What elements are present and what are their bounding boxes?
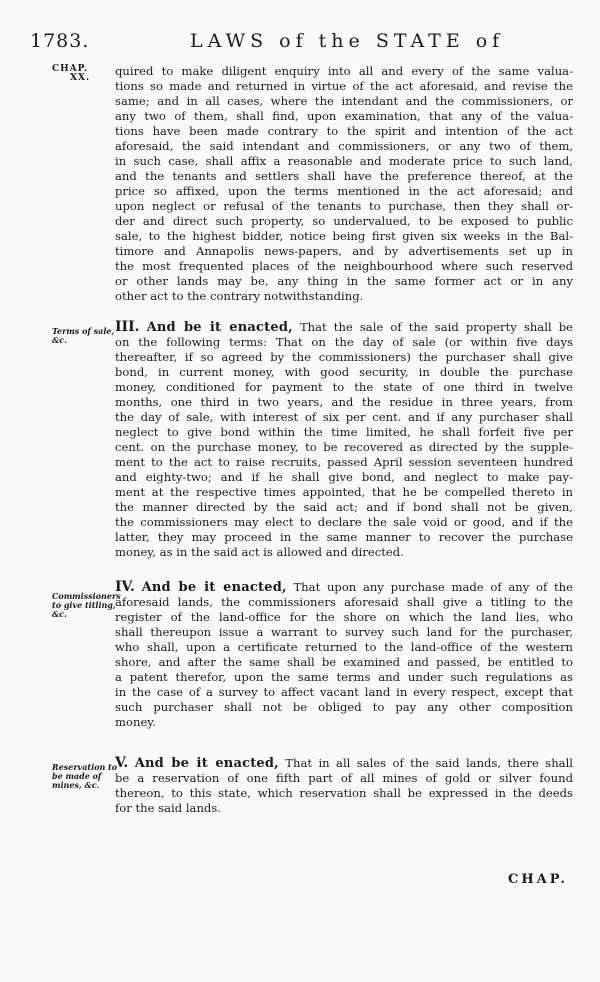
- section-4-line: in the case of a survey to affect vacant land in every respect, except that: [115, 685, 573, 699]
- intro-line: and the tenants and settlers shall have the preference thereof, at the: [115, 169, 573, 183]
- margin-note-reservation-mines: Reservation to be made of mines, &c.: [52, 762, 118, 790]
- section-3-line: bond, in current money, with good security, in double the purchase: [115, 365, 573, 379]
- intro-line: tions have been made contrary to the spirit and intention of the act: [115, 124, 573, 138]
- intro-line: price so affixed, upon the terms mentioned in the act aforesaid; and: [115, 184, 573, 198]
- intro-line: in such case, shall affix a reasonable and moderate price to such land,: [115, 154, 573, 168]
- intro-line: other act to the contrary notwithstanding.: [115, 289, 364, 303]
- intro-line: sale, to the highest bidder, notice being first given six weeks in the Bal-: [115, 229, 573, 243]
- section-4-line: register of the land-office for the shore on which the land lies, who: [115, 610, 573, 624]
- section-3-line: latter, they may proceed in the same manner to recover the purchase: [115, 530, 573, 544]
- section-4-first-line-text: That upon any purchase made of any of the: [293, 580, 573, 594]
- section-4-line: such purchaser shall not be obliged to pay any other composition: [115, 700, 573, 714]
- section-4: [115, 580, 573, 730]
- section-3-line: money, as in the said act is allowed and directed.: [115, 545, 404, 559]
- section-3-line: the commissioners may elect to declare the sale void or good, and if the: [115, 515, 573, 529]
- section-4-number: IV.: [115, 580, 135, 595]
- section-5-number: V.: [115, 756, 129, 771]
- section-4-line: a patent therefor, upon the same terms and under such regulations as: [115, 670, 573, 684]
- section-3-line: cent. on the purchase money, to be recovered as directed by the supple-: [115, 440, 573, 454]
- section-5-first-line: [115, 756, 573, 771]
- section-5-enacting-clause: And be it enacted,: [134, 756, 279, 771]
- margin-note-commissioners-titling: Commissioners to give titling, &c.: [52, 591, 121, 619]
- running-title: LAWS of the STATE of: [190, 30, 505, 52]
- intro-line: or other lands may be, any thing in the same former act or in any: [115, 274, 573, 288]
- section-3-line: and eighty-two; and if he shall give bond, and neglect to make pay-: [115, 470, 573, 484]
- section-3-enacting-clause: And be it enacted,: [146, 320, 293, 335]
- paragraph-intro: [115, 64, 573, 304]
- section-3-line: money, conditioned for payment to the state of one third in twelve: [115, 380, 573, 394]
- section-3-number: III.: [115, 320, 140, 335]
- intro-line: upon neglect or refusal of the tenants to purchase, then they shall or-: [115, 199, 573, 213]
- catchword: CHAP.: [508, 872, 568, 887]
- intro-line: der and direct such property, so undervalued, to be exposed to public: [115, 214, 573, 228]
- page-year: 1783.: [30, 30, 90, 52]
- section-3-first-line-text: That the sale of the said property shall be: [299, 320, 573, 334]
- section-4-line: shall thereupon issue a warrant to survey such land for the purchaser,: [115, 625, 573, 639]
- section-3-line: the manner directed by the said act; and if bond shall not be given,: [115, 500, 573, 514]
- margin-note-terms-of-sale: Terms of sale, &c.: [52, 326, 115, 345]
- section-3-line: ment to the act to raise recruits, passed April session seventeen hundred: [115, 455, 573, 469]
- section-4-first-line: [115, 580, 573, 595]
- section-5: [115, 756, 573, 816]
- intro-line: tions so made and returned in virtue of the act aforesaid, and revise the: [115, 79, 573, 93]
- section-3-line: thereafter, if so agreed by the commissioners) the purchaser shall give: [115, 350, 573, 364]
- section-5-line: be a reservation of one fifth part of all mines of gold or silver found: [115, 771, 573, 785]
- section-3: [115, 320, 573, 560]
- intro-line: the most frequented places of the neighbourhood where such reserved: [115, 259, 573, 273]
- intro-line: any two of them, shall find, upon examination, that any of the valua-: [115, 109, 573, 123]
- section-3-line: the day of sale, with interest of six per cent. and if any purchaser shall: [115, 410, 573, 424]
- chapter-margin-note: [52, 65, 118, 83]
- chapter-number: XX.: [70, 73, 91, 83]
- section-5-line: for the said lands.: [115, 801, 221, 815]
- section-4-line: money.: [115, 715, 156, 729]
- section-4-enacting-clause: And be it enacted,: [141, 580, 287, 595]
- intro-line: aforesaid, the said intendant and commissioners, or any two of them,: [115, 139, 573, 153]
- chapter-label: CHAP.: [52, 64, 89, 74]
- section-4-line: shore, and after the same shall be examined and passed, be entitled to: [115, 655, 573, 669]
- section-3-line: months, one third in two years, and the residue in three years, from: [115, 395, 573, 409]
- section-4-line: aforesaid lands, the commissioners aforesaid shall give a titling to the: [115, 595, 573, 609]
- section-3-first-line: [115, 320, 573, 335]
- intro-line: quired to make diligent enquiry into all and every of the same valua-: [115, 64, 573, 78]
- intro-line: timore and Annapolis news-papers, and by advertisements set up in: [115, 244, 573, 258]
- section-5-first-line-text: That in all sales of the said lands, there shall: [285, 756, 573, 770]
- section-3-line: ment at the respective times appointed, that he be compelled thereto in: [115, 485, 573, 499]
- intro-line: same; and in all cases, where the intendant and the commissioners, or: [115, 94, 573, 108]
- section-4-line: who shall, upon a certificate returned to the land-office of the western: [115, 640, 573, 654]
- section-3-line: on the following terms: That on the day of sale (or within five days: [115, 335, 573, 349]
- section-3-line: neglect to give bond within the time limited, he shall forfeit five per: [115, 425, 573, 439]
- section-5-line: thereon, to this state, which reservation shall be expressed in the deeds: [115, 786, 573, 800]
- page-header: [30, 28, 570, 56]
